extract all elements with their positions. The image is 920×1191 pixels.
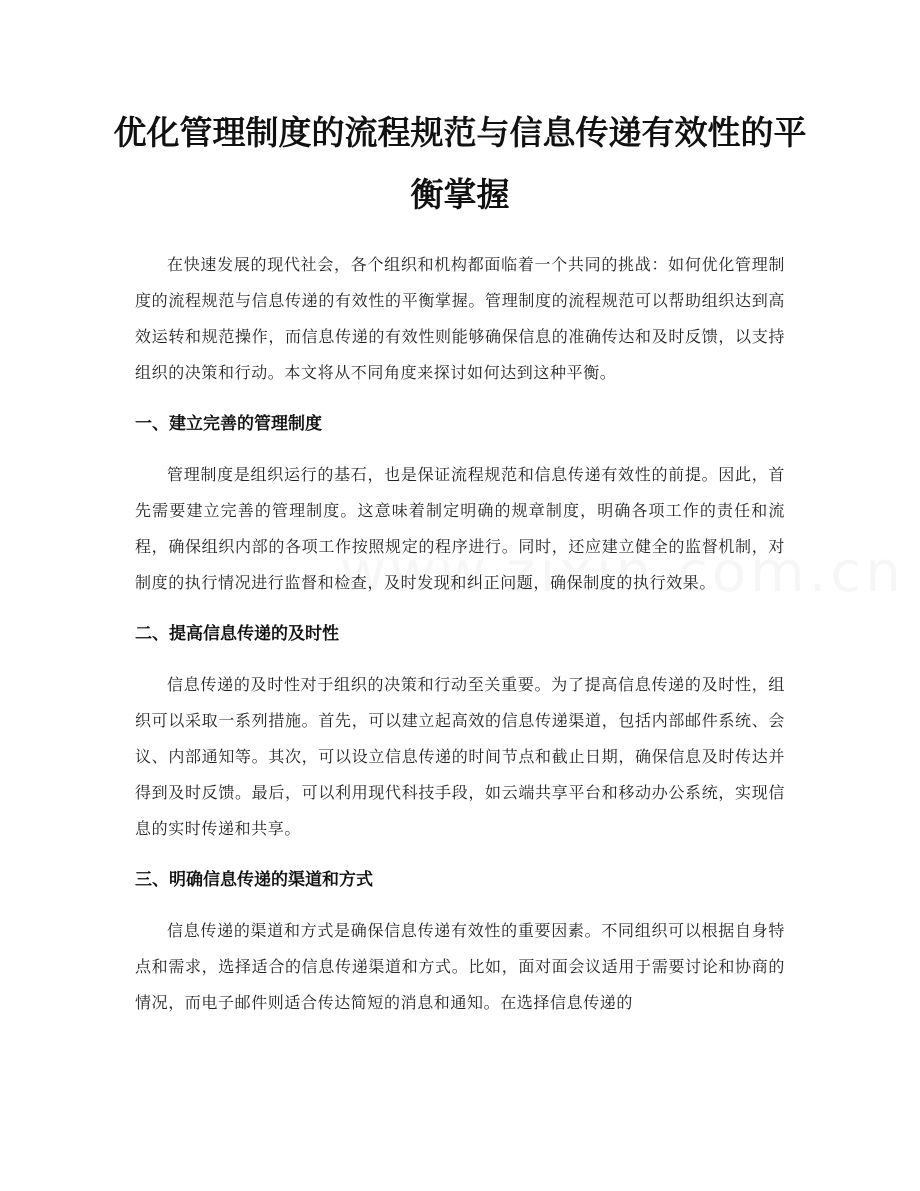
document-title: 优化管理制度的流程规范与信息传递有效性的平衡掌握 [113, 113, 807, 214]
section-heading-2: 二、提高信息传递的及时性 [135, 624, 339, 644]
section-paragraph-1: 管理制度是组织运行的基石，也是保证流程规范和信息传递有效性的前提。因此，首先需要建立完善的管理制度。这意味着制定明确的规章制度，明确各项工作的责任和流程，确保组织内部的各项工作按照规定的程序进行。同时，还应建立健全的监督机制，对制度的执行情况进行监督和检查，及时发现和纠正问题，确保制度的执行效果。 [135, 465, 785, 592]
section-paragraph-3: 信息传递的渠道和方式是确保信息传递有效性的重要因素。不同组织可以根据自身特点和需求，选择适合的信息传递渠道和方式。比如，面对面会议适用于需要讨论和协商的情况，而电子邮件则适合传达简短的消息和通知。在选择信息传递的 [135, 921, 785, 1012]
section-heading-3: 三、明确信息传递的渠道和方式 [135, 870, 373, 890]
section-paragraph-2: 信息传递的及时性对于组织的决策和行动至关重要。为了提高信息传递的及时性，组织可以采取一系列措施。首先，可以建立起高效的信息传递渠道，包括内部邮件系统、会议、内部通知等。其次，可以设立信息传递的时间节点和截止日期，确保信息及时传达并得到及时反馈。最后，可以利用现代科技手段，如云端共享平台和移动办公系统，实现信息的实时传递和共享。 [135, 675, 785, 838]
section-heading-1: 一、建立完善的管理制度 [135, 414, 322, 434]
intro-paragraph: 在快速发展的现代社会，各个组织和机构都面临着一个共同的挑战：如何优化管理制度的流程规范与信息传递的有效性的平衡掌握。管理制度的流程规范可以帮助组织达到高效运转和规范操作，而信息传递的有效性则能够确保信息的准确传达和及时反馈，以支持组织的决策和行动。本文将从不同角度来探讨如何达到这种平衡。 [135, 255, 785, 382]
document-body [135, 247, 785, 1021]
